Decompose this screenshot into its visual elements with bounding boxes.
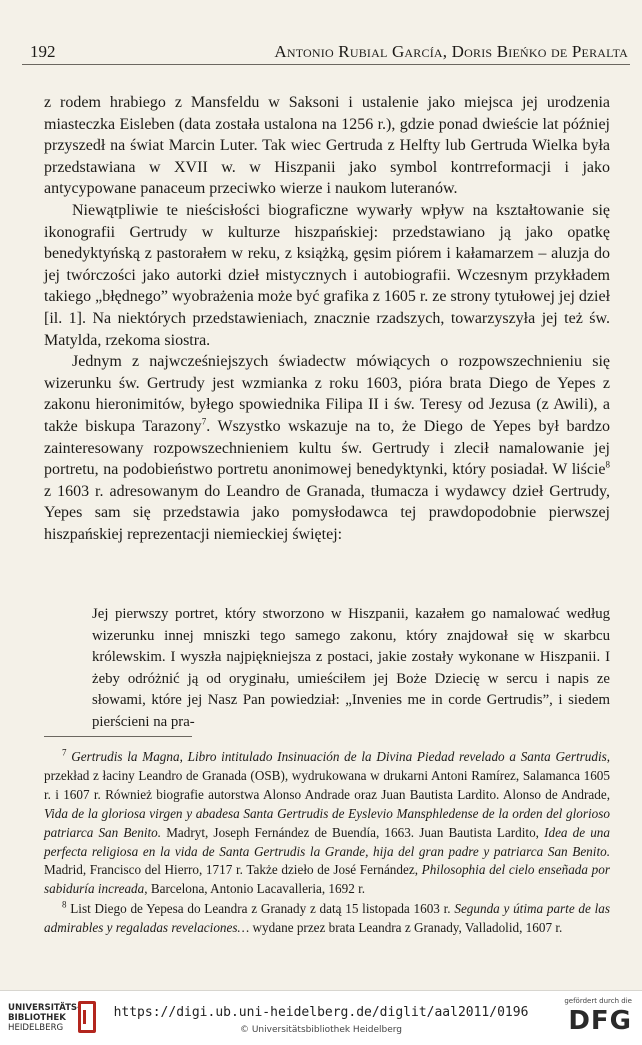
paragraph-3-part-c: z 1603 r. adresowanym do Leandro de Granada, tłumacza i wydawcy dzieł Gertrudy, Yepes sam się przedstawia jako pomysłodawca tej prawdopodobnie pierwszej hiszpańskiej reprezentacji niemieckiej świętej: <box>44 482 610 543</box>
paragraph-2: Niewątpliwie te nieścisłości biograficzne wywarły wpływ na kształtowanie się ikonografii Gertrudy w kulturze hiszpańskiej: przedstawiano ją jako opatkę benedyktyńską z pastorałem w reku, z książką, gęsim piórem i kałamarzem – aluzja do jej twórczości jako autorki dzieł mistycznych i autobiografii. Wczesnym przykładem takiego „błędnego” wyobrażenia może być grafika z 1605 r. ze strony tytułowej jej dzieł [il. 1]. Na niektórych przedstawieniach, znacznie rzadszych, towarzyszyła jej też św. Matylda, rzekoma siostra. <box>44 201 611 349</box>
permalink-url[interactable]: https://digi.ub.uni-heidelberg.de/diglit/aal2011/0196 <box>113 1005 529 1020</box>
footnote-ref-8[interactable]: 8 <box>605 459 610 470</box>
fn7-title-4: Idea de una perfecta religiosa en la vida de Santa Gertrudis la Grande, hija del gran padre y patriarca San Benito. <box>44 824 610 859</box>
footnote-7 <box>44 748 610 899</box>
paragraph-3-part-a: Jednym z najwcześniejszych świadectw mówiących o rozpowszechnieniu się wizerunku św. Gertrudy jest wzmianka z roku 1603, pióra brata Diego de Yepes z zakonu hieronimitów, byłego spowiednika Filipa II i św. Teresy od Jezusa (z Awili), a także biskupa Tarazony <box>44 353 610 435</box>
fn8-title-1: Segunda y útima parte de las admirables y regaladas revelaciones… <box>44 901 611 936</box>
fn7-text-3: Madryt, Joseph Fernández de Buendía, 1663. Juan Bautista Lardito, <box>161 824 545 840</box>
fn7-text-1: , <box>179 749 188 764</box>
running-head-authors: Antonio Rubial García, Doris Bieńko de Peralta <box>274 42 628 61</box>
copyright-notice: © Universitätsbibliothek Heidelberg <box>239 1025 402 1035</box>
fn7-text-4: Madrid, Francisco del Hierro, 1717 r. Także dzieło de José Fernández, <box>44 862 422 878</box>
paragraph-1: z rodem hrabiego z Mansfeldu w Saksoni i ustalenie jako miejsca jej urodzenia miasteczka Eisleben (data została ustalona na 1256 r.), gdzie ponad dwieście lat później przyszedł na świat Marcin Luter. Tak wiec Gertruda z Helfty lub Gertruda Wielka była przedstawiana w XVII w. w Hiszpanii jako symbol kontrreformacji i jako antycypowane panaceum przeciwko wierze i naukom luteranów. <box>44 94 610 198</box>
fn7-text-5: , Barcelona, Antonio Lacavalleria, 1692 r. <box>144 881 366 897</box>
paragraph-3 <box>44 351 610 545</box>
footnotes <box>44 748 610 939</box>
fn7-title-1: Gertrudis la Magna <box>71 749 180 764</box>
funder-caption: gefördert durch die <box>564 997 632 1005</box>
quote-text: Jej pierwszy portret, który stworzono w Hiszpanii, kazałem go namalować według wizerunku innej mniszki tego samego zakonu, który znajdował się w skarbcu królewskim. I wyszła najpiękniejsza z postaci, jakie zostały wykonane w Hiszpanii. I żeby odróżnić ją od oryginału, umieściłem jej Boże Dziecię w sercu i napis ze słowami, które jej Nasz Pan powiedział: „Invenies me in corde Gertrudis”, i siedem pierścieni na pra- <box>92 606 610 730</box>
fn7-title-2: Libro intitulado Insinuación de la Divina Piedad revelado a Santa Gertrudis <box>187 749 607 764</box>
paragraph-3-part-b: . Wszystko wskazuje na to, że Diego de Yepes był bardzo zainteresowany rozpowszechnieniem kultu św. Gertrudy i zlecił namalowanie jej portretu, na podobieństwo portretu anonimowej benedyktynki, który posiadał. W liście <box>44 417 611 479</box>
funder-logo[interactable] <box>564 997 632 1039</box>
fn8-text-2: wydane przez brata Leandra z Granady, Valladolid, 1607 r. <box>249 920 563 936</box>
fn7-title-5: Philosophia del cielo enseñada por sabiduría increada <box>44 862 610 897</box>
viewer-footer <box>0 990 642 1045</box>
library-name-line-1: UNIVERSITÄTS- <box>8 1003 81 1013</box>
main-text <box>44 92 610 545</box>
dfg-logo-icon: DFG <box>568 1006 632 1036</box>
footnote-8 <box>44 900 610 938</box>
footnote-separator <box>44 736 192 737</box>
fn8-text-1: List Diego de Yepesa do Leandra z Granady z datą 15 listopada 1603 r. <box>66 901 455 917</box>
footnote-ref-7[interactable]: 7 <box>201 416 207 427</box>
block-quote <box>92 604 610 734</box>
running-header <box>22 40 630 65</box>
fn7-text-2: , przekład z łaciny Leandro de Granada (OSB), wydrukowana w drukarni Antoni Ramírez, Salamanca 1605 r. i 1607 r. Również biografie autorstwa Alonso Andrade oraz Juan Bautista Lardito. Alonso de Andrade, <box>44 749 611 802</box>
page-number: 192 <box>30 42 56 61</box>
fn7-title-3: Vida de la gloriosa virgen y abadesa Santa Gertrudis de Eyslevio Mansphledense de la orden del glorioso patriarca San Benito. <box>44 805 610 840</box>
footnote-7-number: 7 <box>62 747 67 758</box>
library-name-line-2: BIBLIOTHEK <box>8 1013 66 1023</box>
footnote-8-number: 8 <box>62 899 67 910</box>
library-name-line-3: HEIDELBERG <box>8 1023 64 1033</box>
